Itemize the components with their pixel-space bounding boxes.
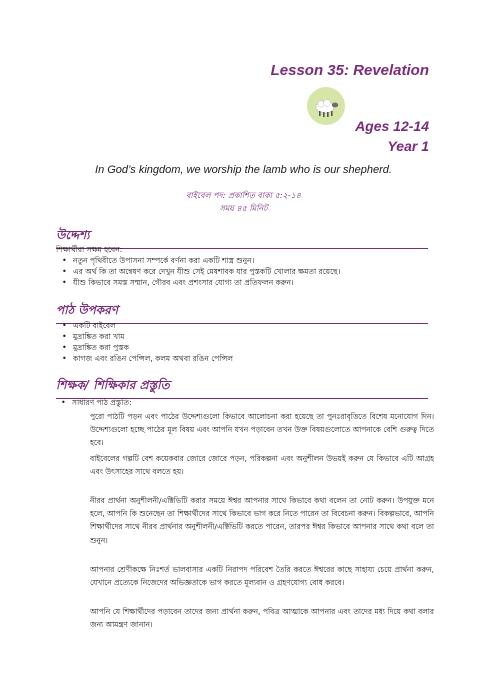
objectives-intro: শিক্ষার্থীরা সক্ষম হবেন:: [56, 245, 123, 254]
lesson-title: Lesson 35: Revelation: [270, 62, 429, 79]
preparation-item: ▪ আপনি যে শিক্ষার্থীদের পড়াবেন তাদের জন্য প্রার্থনা করুন, পবিত্র আত্মাকে আপনার এবং তাদের মধ্য দিয়ে কথা বলার জন্য আমন্ত্রণ জানান।: [90, 605, 434, 633]
preparation-list: [90, 410, 434, 634]
preparation-item: ▪ নীরব প্রার্থনা অনুশীলনী/এক্টিভিটি করার সময়ে ঈশ্বর আপনার সাথে কিভাবে কথা বলেন তা নোট করুন। উপযুক্ত মনে হলে, আপনি কি শুনেছেন তা শিক্ষার্থীদের সাথে কিভাবে ভাগ করে নিতে পারেন তা বিবেচনা করুন। বিকল্পভাবে, আপনি শিক্ষার্থীদের সাথে নীরব প্রার্থনার অনুশীলনী/এক্টিভিটি করতে পারেন, তারপর ঈশ্বর কিভাবে আপনার সাথে কথা বলে তা শুনুন।: [90, 494, 434, 562]
objectives-heading: উদ্দেশ্য: [56, 227, 428, 249]
lesson-duration: সময় ৪৫ মিনিট: [219, 204, 268, 213]
objective-item: • নতুন পৃথিবীতে উপাসনা সম্পর্কে বর্ণনা করা একটি শাস্ত্র শুনুন।: [60, 255, 440, 266]
materials-heading: পাঠ উপকরণ: [56, 302, 428, 324]
objective-item: • যীশু কিভাবে সমস্ত সম্মান, গৌরব এবং প্রশংসার যোগ্য তা প্রতিফলন করুন।: [60, 277, 440, 288]
material-item: • একটি বাইবেল: [60, 320, 440, 331]
preparation-item: ▪ পুরো পাঠটি পড়ন এবং পাঠের উদ্দেশ্যগুলো কিভাবে আলোচনা করা হয়েছে তা পুনঃরাবৃত্তিতে বিশেষ মনোযোগ দিন। উদ্দেশ্যগুলো হচ্ছে পাঠের মূল বিষয় এবং আপনি যখন পড়াবেন তখন উক্ত বিষয়গুলোতে আপনাকে বেশি গুরুত্ব দিতে হবে।: [90, 410, 434, 451]
material-item: • মুদ্রাঙ্কিত করা পুস্তক: [60, 342, 440, 353]
bible-verse: বাইবেল পদ: প্রকাশিত বাক্য ৫:২-১৪: [185, 191, 302, 200]
age-range: Ages 12-14: [355, 118, 429, 134]
lamb-icon: [307, 87, 345, 125]
objectives-list: [60, 255, 440, 288]
year-label: Year 1: [387, 138, 429, 154]
preparation-item: ▪ বাইবেলের গল্পটি বেশ কয়েকবার জোরে জোরে পড়ন, পরিকল্পনা এবং অনুশীলন উভয়ই করুন যে কিভাবে এটি আগ্রহ এবং উৎসাহের সাথে বলতে হয়।: [90, 452, 434, 493]
material-item: • মুদ্রাঙ্কিত করা খাম: [60, 331, 440, 342]
preparation-item: ▪ আপনার শ্রেণীকক্ষে নিঃশর্ত ভালবাসার একটি নিরাপদ পরিবেশ তৈরি করতে ঈশ্বরের কাছে সাহায্য চেয়ে প্রার্থনা করুন, যেখানে প্রত্যেকে নিজেদের অভিজ্ঞতাকে ভাগ করতে মূল্যবান ও গ্রহণযোগ্য বোধ করবে।: [90, 563, 434, 604]
objective-item: • এর অর্থ কি তা অন্বেষণ করে দেখুন যীশু সেই মেষশাবক যার পুস্তকটি খোলার ক্ষমতা রয়েছে।: [60, 266, 440, 277]
preparation-lead: • সাধারণ পাঠ প্রস্তুতি:: [72, 398, 132, 410]
materials-list: [60, 320, 440, 364]
preparation-heading: শিক্ষক/ শিক্ষিকার প্রস্তুতি: [56, 377, 428, 399]
lesson-subtitle: In God’s kingdom, we worship the lamb who is our shepherd.: [95, 164, 392, 176]
material-item: • কাগজ এবং রঙিন পেন্সিল, কলম অথবা রঙিন পেন্সিল: [60, 353, 440, 364]
lamb-illustration: [307, 87, 345, 125]
